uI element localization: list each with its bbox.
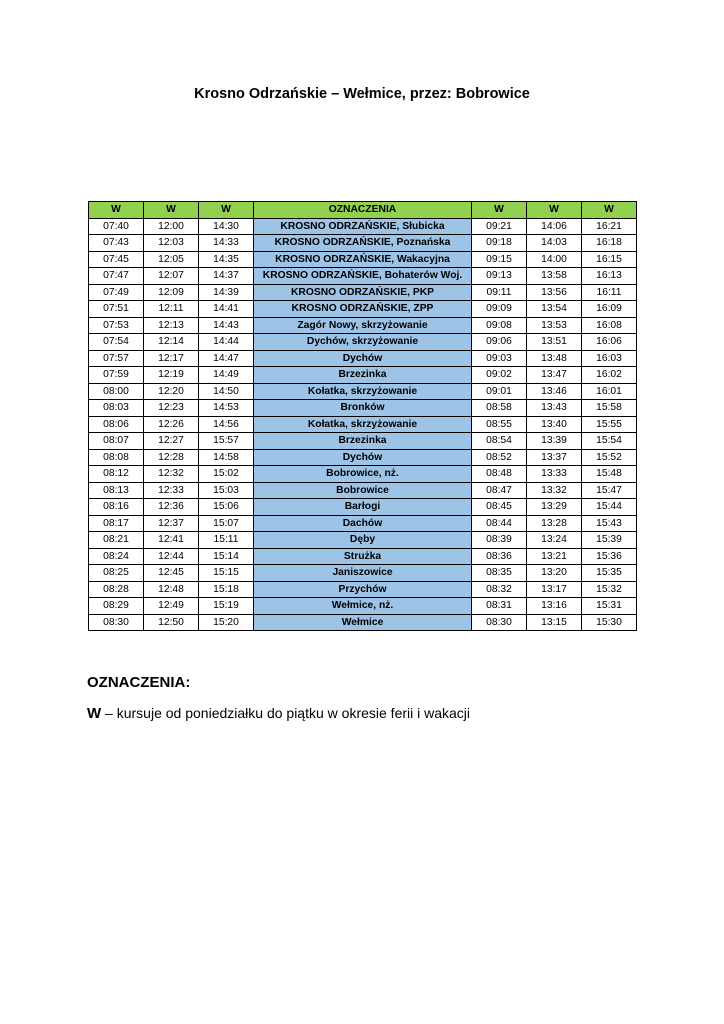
return-time: 13:54 — [527, 301, 582, 318]
departure-time: 14:35 — [199, 251, 254, 268]
table-row — [89, 449, 637, 466]
stop-name: KROSNO ODRZAŃSKIE, Poznańska — [254, 235, 472, 252]
departure-time: 07:57 — [89, 350, 144, 367]
departure-time: 08:24 — [89, 548, 144, 565]
stop-name: Strużka — [254, 548, 472, 565]
return-time: 15:44 — [582, 499, 637, 516]
return-time: 15:47 — [582, 482, 637, 499]
table-row — [89, 581, 637, 598]
departure-time: 15:20 — [199, 614, 254, 631]
departure-time: 12:45 — [144, 565, 199, 582]
departure-time: 12:23 — [144, 400, 199, 417]
departure-time: 12:32 — [144, 466, 199, 483]
departure-time: 14:49 — [199, 367, 254, 384]
stop-name: Wełmice — [254, 614, 472, 631]
return-time: 08:36 — [472, 548, 527, 565]
stop-name: Dychów, skrzyżowanie — [254, 334, 472, 351]
departure-time: 12:17 — [144, 350, 199, 367]
return-time: 15:54 — [582, 433, 637, 450]
table-row — [89, 317, 637, 334]
return-time: 08:55 — [472, 416, 527, 433]
return-time: 16:02 — [582, 367, 637, 384]
stop-name: Brzezinka — [254, 367, 472, 384]
timetable-header-row — [89, 202, 637, 219]
return-time: 13:56 — [527, 284, 582, 301]
return-time: 16:09 — [582, 301, 637, 318]
return-time: 16:01 — [582, 383, 637, 400]
return-time: 09:09 — [472, 301, 527, 318]
return-time: 13:17 — [527, 581, 582, 598]
return-time: 09:21 — [472, 218, 527, 235]
departure-time: 08:00 — [89, 383, 144, 400]
departure-time: 14:53 — [199, 400, 254, 417]
departure-time: 12:44 — [144, 548, 199, 565]
departure-time: 14:33 — [199, 235, 254, 252]
departure-time: 08:25 — [89, 565, 144, 582]
table-row — [89, 284, 637, 301]
departure-time: 12:07 — [144, 268, 199, 285]
departure-time: 12:11 — [144, 301, 199, 318]
departure-time: 08:07 — [89, 433, 144, 450]
return-time: 13:48 — [527, 350, 582, 367]
return-time: 13:32 — [527, 482, 582, 499]
table-row — [89, 334, 637, 351]
return-time: 13:39 — [527, 433, 582, 450]
return-time: 15:31 — [582, 598, 637, 615]
departure-time: 15:15 — [199, 565, 254, 582]
return-time: 15:35 — [582, 565, 637, 582]
departure-time: 08:17 — [89, 515, 144, 532]
return-time: 16:06 — [582, 334, 637, 351]
return-time: 14:00 — [527, 251, 582, 268]
return-time: 09:08 — [472, 317, 527, 334]
departure-time: 12:37 — [144, 515, 199, 532]
table-row — [89, 400, 637, 417]
table-row — [89, 598, 637, 615]
stop-name: Kołatka, skrzyżowanie — [254, 416, 472, 433]
return-time: 15:48 — [582, 466, 637, 483]
return-time: 09:18 — [472, 235, 527, 252]
stop-name: Wełmice, nż. — [254, 598, 472, 615]
stop-name: Bobrowice — [254, 482, 472, 499]
table-row — [89, 433, 637, 450]
stop-name: KROSNO ODRZAŃSKIE, ZPP — [254, 301, 472, 318]
departure-time: 15:07 — [199, 515, 254, 532]
departure-time: 08:21 — [89, 532, 144, 549]
departure-time: 14:43 — [199, 317, 254, 334]
departure-time: 12:20 — [144, 383, 199, 400]
departure-time: 15:14 — [199, 548, 254, 565]
return-time: 08:32 — [472, 581, 527, 598]
stop-name: Kołatka, skrzyżowanie — [254, 383, 472, 400]
departure-time: 12:13 — [144, 317, 199, 334]
stop-name: Bobrowice, nż. — [254, 466, 472, 483]
table-row — [89, 466, 637, 483]
header-cell: W — [199, 202, 254, 219]
return-time: 14:06 — [527, 218, 582, 235]
departure-time: 08:28 — [89, 581, 144, 598]
departure-time: 07:47 — [89, 268, 144, 285]
stop-name: Barłogi — [254, 499, 472, 516]
return-time: 15:43 — [582, 515, 637, 532]
departure-time: 07:40 — [89, 218, 144, 235]
departure-time: 12:03 — [144, 235, 199, 252]
departure-time: 07:54 — [89, 334, 144, 351]
departure-time: 12:28 — [144, 449, 199, 466]
return-time: 13:21 — [527, 548, 582, 565]
return-time: 08:30 — [472, 614, 527, 631]
stop-name: Bronków — [254, 400, 472, 417]
stop-name: KROSNO ODRZAŃSKIE, Wakacyjna — [254, 251, 472, 268]
return-time: 13:40 — [527, 416, 582, 433]
header-cell-stops: OZNACZENIA — [254, 202, 472, 219]
return-time: 16:13 — [582, 268, 637, 285]
departure-time: 14:58 — [199, 449, 254, 466]
departure-time: 12:50 — [144, 614, 199, 631]
header-cell: W — [582, 202, 637, 219]
departure-time: 12:00 — [144, 218, 199, 235]
return-time: 13:43 — [527, 400, 582, 417]
stop-name: KROSNO ODRZAŃSKIE, PKP — [254, 284, 472, 301]
return-time: 13:24 — [527, 532, 582, 549]
departure-time: 15:11 — [199, 532, 254, 549]
header-cell: W — [527, 202, 582, 219]
table-row — [89, 482, 637, 499]
departure-time: 12:49 — [144, 598, 199, 615]
departure-time: 14:30 — [199, 218, 254, 235]
return-time: 09:06 — [472, 334, 527, 351]
table-row — [89, 383, 637, 400]
timetable-body — [89, 218, 637, 631]
return-time: 08:54 — [472, 433, 527, 450]
departure-time: 15:02 — [199, 466, 254, 483]
header-cell: W — [89, 202, 144, 219]
departure-time: 07:43 — [89, 235, 144, 252]
return-time: 08:45 — [472, 499, 527, 516]
stop-name: Zagór Nowy, skrzyżowanie — [254, 317, 472, 334]
return-time: 16:15 — [582, 251, 637, 268]
stop-name: Janiszowice — [254, 565, 472, 582]
departure-time: 12:19 — [144, 367, 199, 384]
departure-time: 15:18 — [199, 581, 254, 598]
table-row — [89, 614, 637, 631]
return-time: 09:03 — [472, 350, 527, 367]
departure-time: 14:47 — [199, 350, 254, 367]
departure-time: 14:41 — [199, 301, 254, 318]
header-cell: W — [472, 202, 527, 219]
table-row — [89, 548, 637, 565]
departure-time: 14:44 — [199, 334, 254, 351]
departure-time: 15:57 — [199, 433, 254, 450]
return-time: 14:03 — [527, 235, 582, 252]
return-time: 13:28 — [527, 515, 582, 532]
departure-time: 15:03 — [199, 482, 254, 499]
return-time: 13:51 — [527, 334, 582, 351]
table-row — [89, 251, 637, 268]
departure-time: 07:45 — [89, 251, 144, 268]
table-row — [89, 565, 637, 582]
departure-time: 14:39 — [199, 284, 254, 301]
departure-time: 12:36 — [144, 499, 199, 516]
header-cell: W — [144, 202, 199, 219]
return-time: 13:53 — [527, 317, 582, 334]
departure-time: 08:13 — [89, 482, 144, 499]
return-time: 09:13 — [472, 268, 527, 285]
return-time: 13:46 — [527, 383, 582, 400]
departure-time: 14:37 — [199, 268, 254, 285]
return-time: 09:01 — [472, 383, 527, 400]
stop-name: KROSNO ODRZAŃSKIE, Bohaterów Woj. — [254, 268, 472, 285]
stop-name: Dychów — [254, 449, 472, 466]
departure-time: 14:56 — [199, 416, 254, 433]
table-row — [89, 532, 637, 549]
return-time: 13:16 — [527, 598, 582, 615]
return-time: 15:58 — [582, 400, 637, 417]
return-time: 13:47 — [527, 367, 582, 384]
return-time: 09:11 — [472, 284, 527, 301]
stop-name: Dychów — [254, 350, 472, 367]
stop-name: Dachów — [254, 515, 472, 532]
return-time: 15:30 — [582, 614, 637, 631]
return-time: 16:08 — [582, 317, 637, 334]
return-time: 08:58 — [472, 400, 527, 417]
return-time: 08:35 — [472, 565, 527, 582]
table-row — [89, 301, 637, 318]
departure-time: 14:50 — [199, 383, 254, 400]
departure-time: 07:59 — [89, 367, 144, 384]
table-row — [89, 235, 637, 252]
return-time: 15:39 — [582, 532, 637, 549]
return-time: 16:03 — [582, 350, 637, 367]
departure-time: 07:53 — [89, 317, 144, 334]
return-time: 16:21 — [582, 218, 637, 235]
return-time: 08:44 — [472, 515, 527, 532]
return-time: 09:02 — [472, 367, 527, 384]
legend-heading: OZNACZENIA: — [87, 674, 191, 691]
page-title: Krosno Odrzańskie – Wełmice, przez: Bobrowice — [194, 86, 530, 102]
return-time: 09:15 — [472, 251, 527, 268]
departure-time: 08:29 — [89, 598, 144, 615]
return-time: 15:55 — [582, 416, 637, 433]
departure-time: 08:12 — [89, 466, 144, 483]
table-row — [89, 515, 637, 532]
return-time: 13:15 — [527, 614, 582, 631]
table-row — [89, 499, 637, 516]
return-time: 13:58 — [527, 268, 582, 285]
return-time: 15:36 — [582, 548, 637, 565]
legend-entry — [87, 705, 470, 722]
return-time: 08:39 — [472, 532, 527, 549]
departure-time: 12:05 — [144, 251, 199, 268]
return-time: 08:48 — [472, 466, 527, 483]
return-time: 08:31 — [472, 598, 527, 615]
table-row — [89, 350, 637, 367]
table-row — [89, 367, 637, 384]
return-time: 13:33 — [527, 466, 582, 483]
timetable — [88, 201, 637, 631]
return-time: 15:32 — [582, 581, 637, 598]
departure-time: 12:09 — [144, 284, 199, 301]
departure-time: 12:14 — [144, 334, 199, 351]
stop-name: Dęby — [254, 532, 472, 549]
departure-time: 12:48 — [144, 581, 199, 598]
return-time: 16:11 — [582, 284, 637, 301]
return-time: 15:52 — [582, 449, 637, 466]
legend-description: – kursuje od poniedziałku do piątku w okresie ferii i wakacji — [101, 705, 471, 721]
table-row — [89, 218, 637, 235]
legend-symbol: W — [87, 705, 102, 722]
departure-time: 15:19 — [199, 598, 254, 615]
departure-time: 12:27 — [144, 433, 199, 450]
stop-name: KROSNO ODRZAŃSKIE, Słubicka — [254, 218, 472, 235]
departure-time: 15:06 — [199, 499, 254, 516]
departure-time: 08:03 — [89, 400, 144, 417]
return-time: 16:18 — [582, 235, 637, 252]
departure-time: 08:06 — [89, 416, 144, 433]
stop-name: Brzezinka — [254, 433, 472, 450]
departure-time: 12:26 — [144, 416, 199, 433]
return-time: 08:52 — [472, 449, 527, 466]
return-time: 13:29 — [527, 499, 582, 516]
return-time: 13:37 — [527, 449, 582, 466]
departure-time: 07:49 — [89, 284, 144, 301]
departure-time: 08:16 — [89, 499, 144, 516]
departure-time: 12:33 — [144, 482, 199, 499]
table-row — [89, 268, 637, 285]
departure-time: 08:30 — [89, 614, 144, 631]
departure-time: 08:08 — [89, 449, 144, 466]
departure-time: 07:51 — [89, 301, 144, 318]
departure-time: 12:41 — [144, 532, 199, 549]
return-time: 08:47 — [472, 482, 527, 499]
table-row — [89, 416, 637, 433]
stop-name: Przychów — [254, 581, 472, 598]
return-time: 13:20 — [527, 565, 582, 582]
